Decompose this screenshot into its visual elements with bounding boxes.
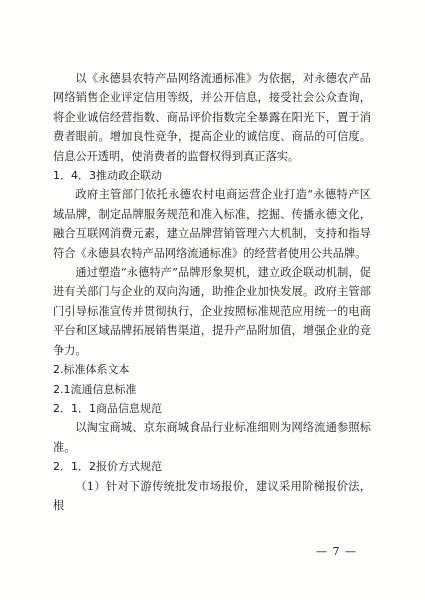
paragraph-pricing: （1）针对下游传统批发市场报价，建议采用阶梯报价法，根 <box>53 479 371 512</box>
section-heading-2-1-2: 2．1．2报价方式规范 <box>53 460 162 474</box>
page-body <box>53 69 371 515</box>
paragraph-product-info: 以淘宝商城、京东商城食品行业标准细则为网络流通参照标准。 <box>53 421 371 454</box>
section-heading-2-1-1: 2．1．1商品信息规范 <box>53 401 162 415</box>
page-number: — 7 — <box>316 545 357 558</box>
paragraph-credit-rating: 以《永德县农特产品网络流通标准》为依据，对永德农产品网络销售企业评定信用等级，并公开信息，接受社会公众查询，将企业诚信经营指数、商品评价指数完全暴露在阳光下，置于消费者眼前。增加良性竞争，提高企业的诚信度、商品的可信度。信息公开透明，使消费者的监督权得到真正落实。 <box>53 72 371 163</box>
section-heading-2: 2.标准体系文本 <box>53 363 130 377</box>
section-heading-1-4-3: 1．4．3推动政企联动 <box>53 169 162 183</box>
paragraph-regional-brand: 政府主管部门依托永德农村电商运营企业打造“永德特产区域品牌，制定品牌服务规范和准入标准，挖掘、传播永德文化，融合互联网消费元素，建立品牌营销管理六大机制，支持和指导符合《永德县农特产品网络流通标准》的经营者使用公共品牌。 <box>53 188 371 260</box>
section-heading-2-1: 2.1流通信息标准 <box>53 382 137 396</box>
paragraph-brand-image: 通过塑造“永德特产”品牌形象契机，建立政企联动机制，促进有关部门与企业的双向沟通，助推企业加快发展。政府主管部门引导标准宣传并贯彻执行，企业按照标准规范应用统一的电商平台和区域品牌拓展销售渠道，提升产品附加值，增强企业的竞争力。 <box>53 266 371 357</box>
